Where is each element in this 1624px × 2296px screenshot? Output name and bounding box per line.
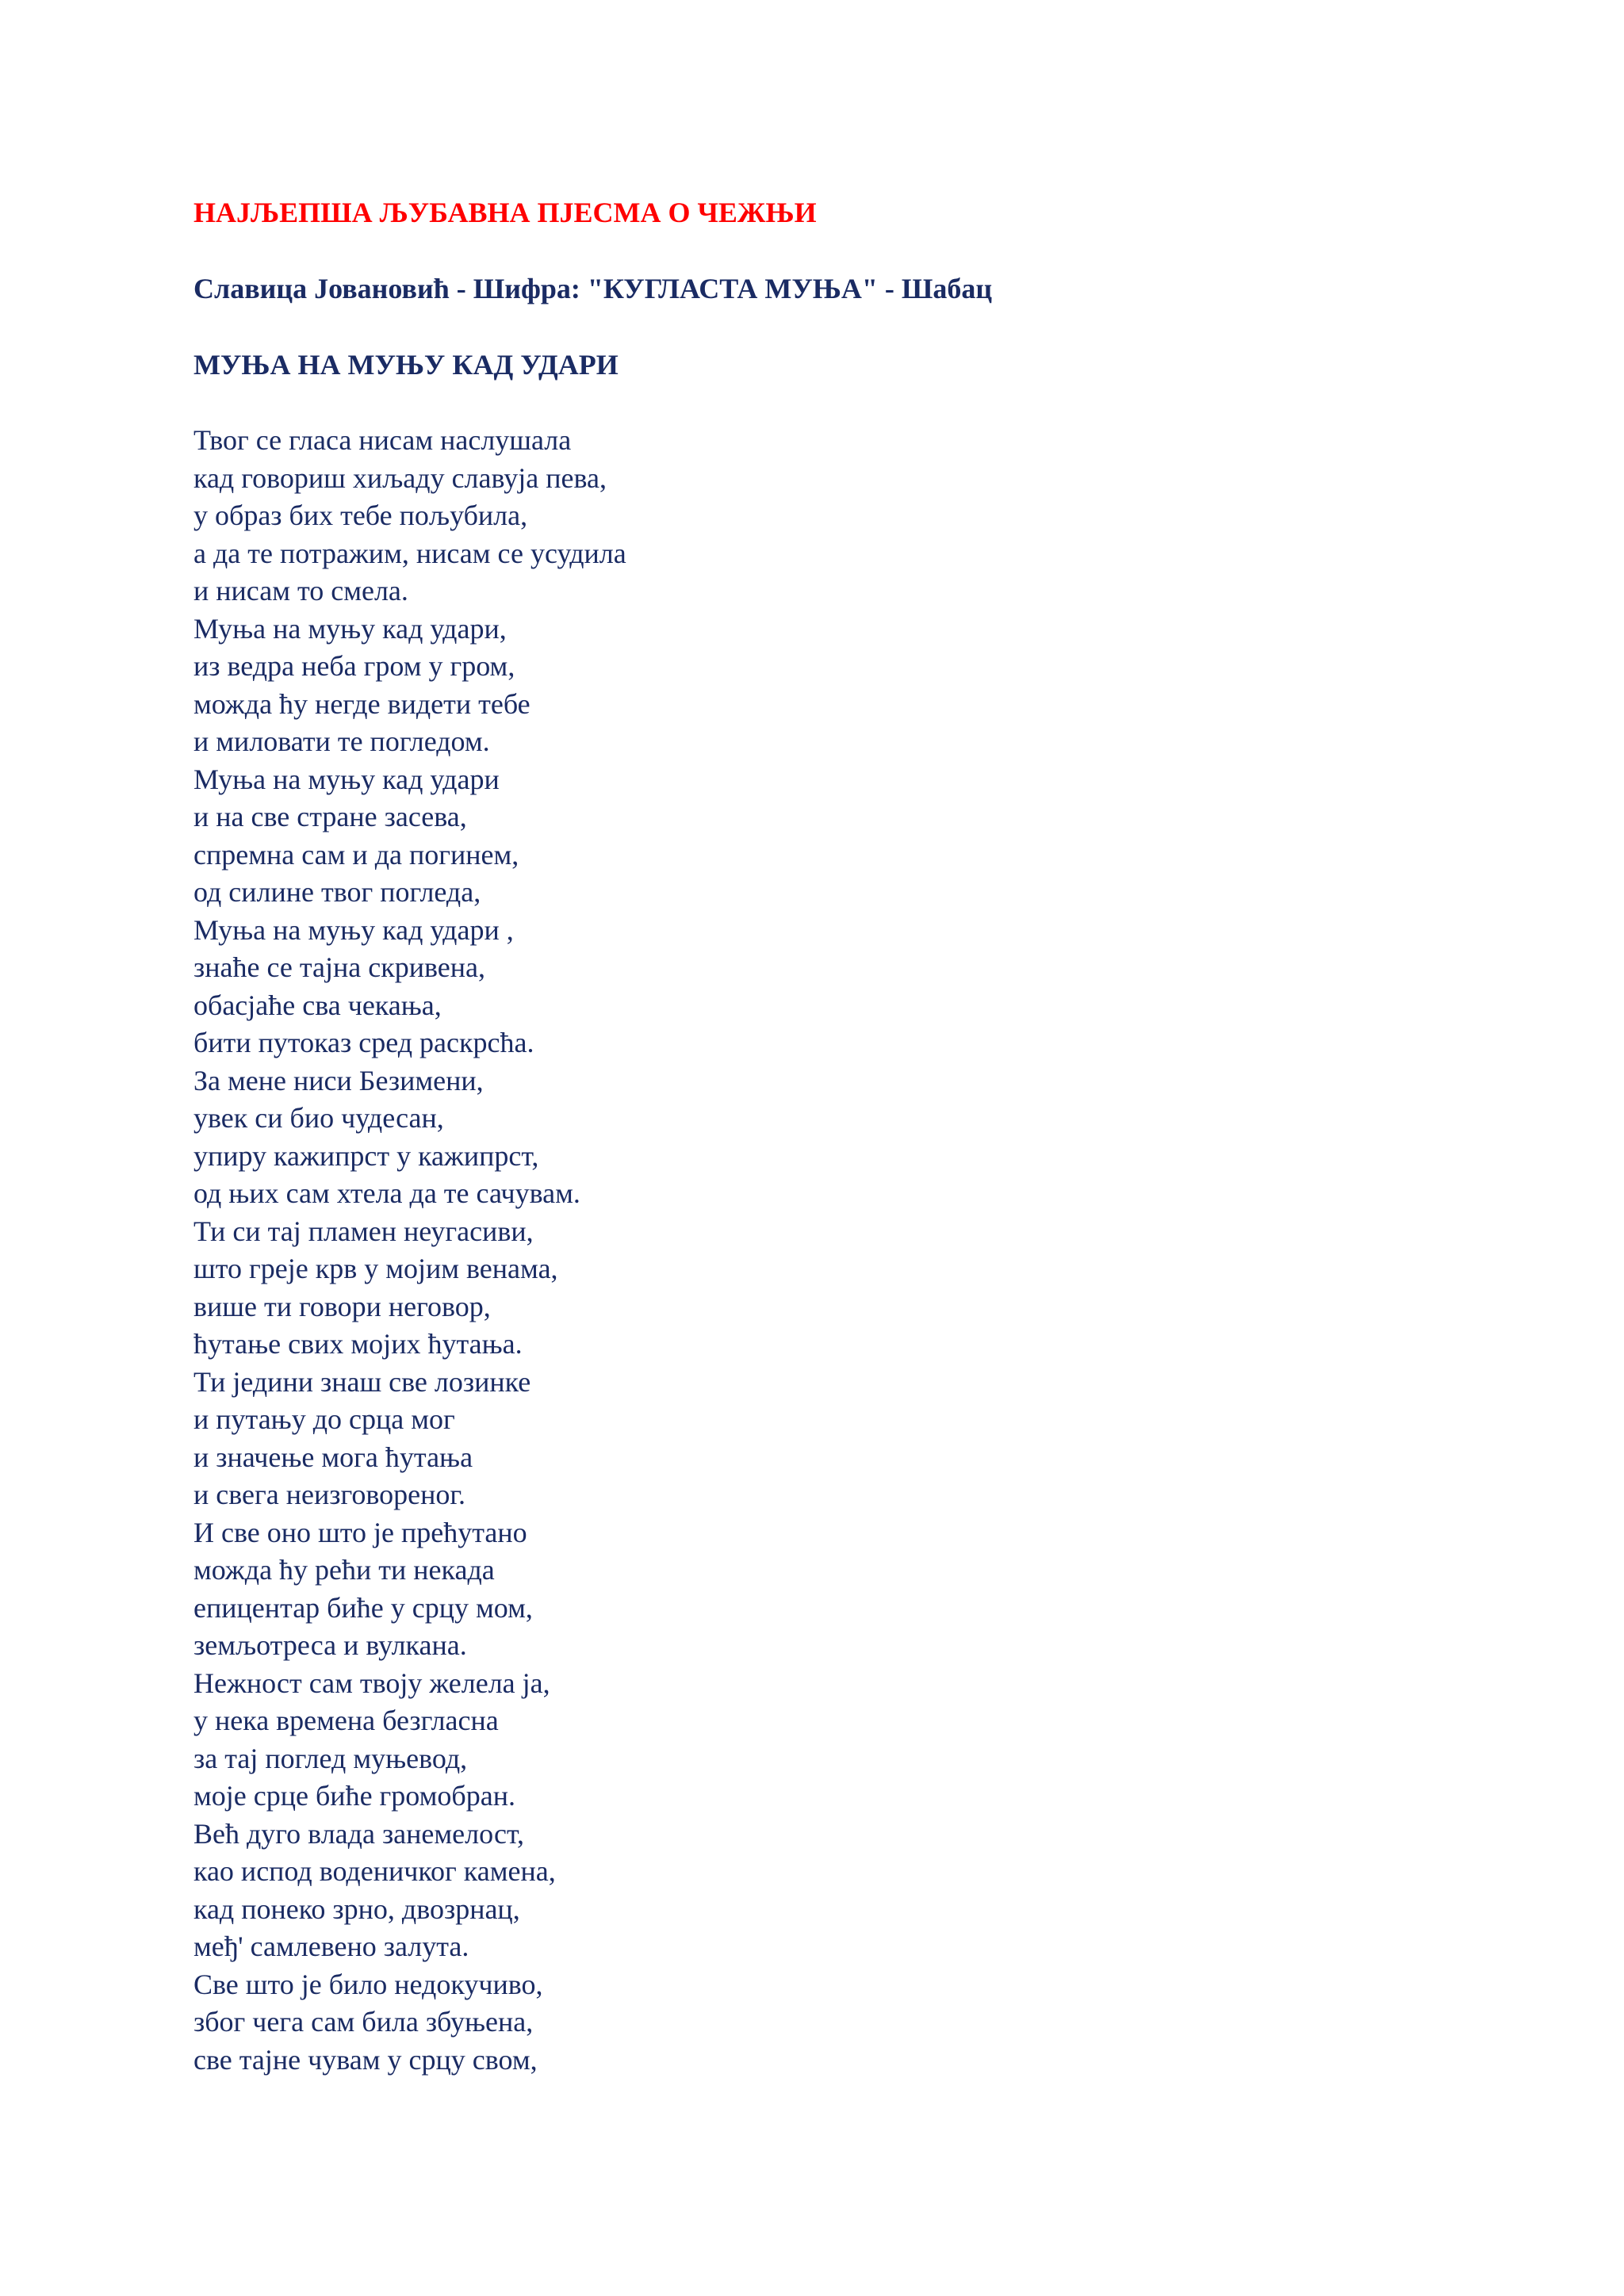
poem-line: увек си био чудесан, — [193, 1102, 444, 1134]
poem-line: и нисам то смела. — [193, 575, 408, 607]
poem-line: бити путоказ сред раскрсћа. — [193, 1027, 534, 1058]
poem-line: можда ћу негде видети тебе — [193, 687, 530, 720]
poem-line: спремна сам и да погинем, — [193, 838, 519, 871]
poem-line: као испод воденичког камена, — [193, 1855, 556, 1887]
poem-line: и на све стране засева, — [193, 801, 467, 832]
poem-line: од њих сам хтела да те сачувам. — [193, 1177, 580, 1209]
poem-line: што греје крв у мојим венама, — [193, 1253, 558, 1284]
poem-line: више ти говори неговор, — [193, 1290, 491, 1322]
poem-line: Нежност сам твоју желела ја, — [193, 1667, 550, 1699]
document-title: НАЈЉЕПША ЉУБАВНА ПЈЕСМА О ЧЕЖЊИ — [193, 197, 817, 228]
poem-line: Ти једини знаш све лозинке — [193, 1365, 531, 1398]
poem-line: земљотреса и вулкана. — [193, 1629, 467, 1661]
document-content — [193, 193, 1462, 2079]
poem-line: Муња на муњу кад удари , — [193, 913, 514, 946]
poem-line: Ти си тај пламен неугасиви, — [193, 1215, 534, 1247]
poem-line: и свега неизговореног. — [193, 1479, 466, 1510]
poem-line: а да те потражим, нисам се усудила — [193, 537, 626, 569]
poem-line: и миловати те погледом. — [193, 725, 490, 757]
poem-line: међ' самлевено залута. — [193, 1931, 469, 1962]
poem-line: због чега сам била збуњена, — [193, 2006, 534, 2038]
poem-line: за тај поглед муњевод, — [193, 1742, 468, 1774]
poem-line: и значење мога ћутања — [193, 1441, 473, 1473]
poem-line: упиру кажипрст у кажипрст, — [193, 1139, 539, 1172]
poem-line: ћутање свих мојих ћутања. — [193, 1328, 523, 1360]
poem-title: МУЊА НА МУЊУ КАД УДАРИ — [193, 349, 619, 381]
poem-line: обасјаће сва чекања, — [193, 989, 442, 1021]
author-line: Славица Јовановић - Шифра: "КУГЛАСТА МУЊА" - Шабац — [193, 273, 993, 304]
poem-line: кад понеко зрно, двозрнац, — [193, 1892, 520, 1925]
poem-line: све тајне чувам у срцу свом, — [193, 2043, 538, 2076]
poem-line: Већ дуго влада занемелост, — [193, 1817, 525, 1850]
poem-line: епицентар биће у срцу мом, — [193, 1591, 533, 1624]
poem-line: из ведра неба гром у гром, — [193, 650, 515, 682]
poem-line: у нека времена безгласна — [193, 1705, 499, 1736]
poem-line: Муња на муњу кад удари, — [193, 612, 507, 645]
poem-line: моје срце биће громобран. — [193, 1780, 515, 1812]
poem-line: Твог се гласа нисам наслушала — [193, 424, 572, 456]
poem-line: кад говориш хиљаду славуја пева, — [193, 461, 607, 494]
poem-line: знаће се тајна скривена, — [193, 951, 485, 983]
poem-line: И све оно што је прећутано — [193, 1516, 527, 1548]
poem-line: За мене ниси Безимени, — [193, 1064, 484, 1096]
poem-line: и путању до срца мог — [193, 1403, 455, 1435]
poem-line: од силине твог погледа, — [193, 876, 481, 908]
poem-line: можда ћу рећи ти некада — [193, 1554, 495, 1586]
poem-line: Муња на муњу кад удари — [193, 763, 500, 795]
poem-body — [193, 422, 1462, 2079]
poem-line: Све што је било недокучиво, — [193, 1968, 543, 2000]
poem-line: у образ бих тебе пољубила, — [193, 499, 528, 531]
